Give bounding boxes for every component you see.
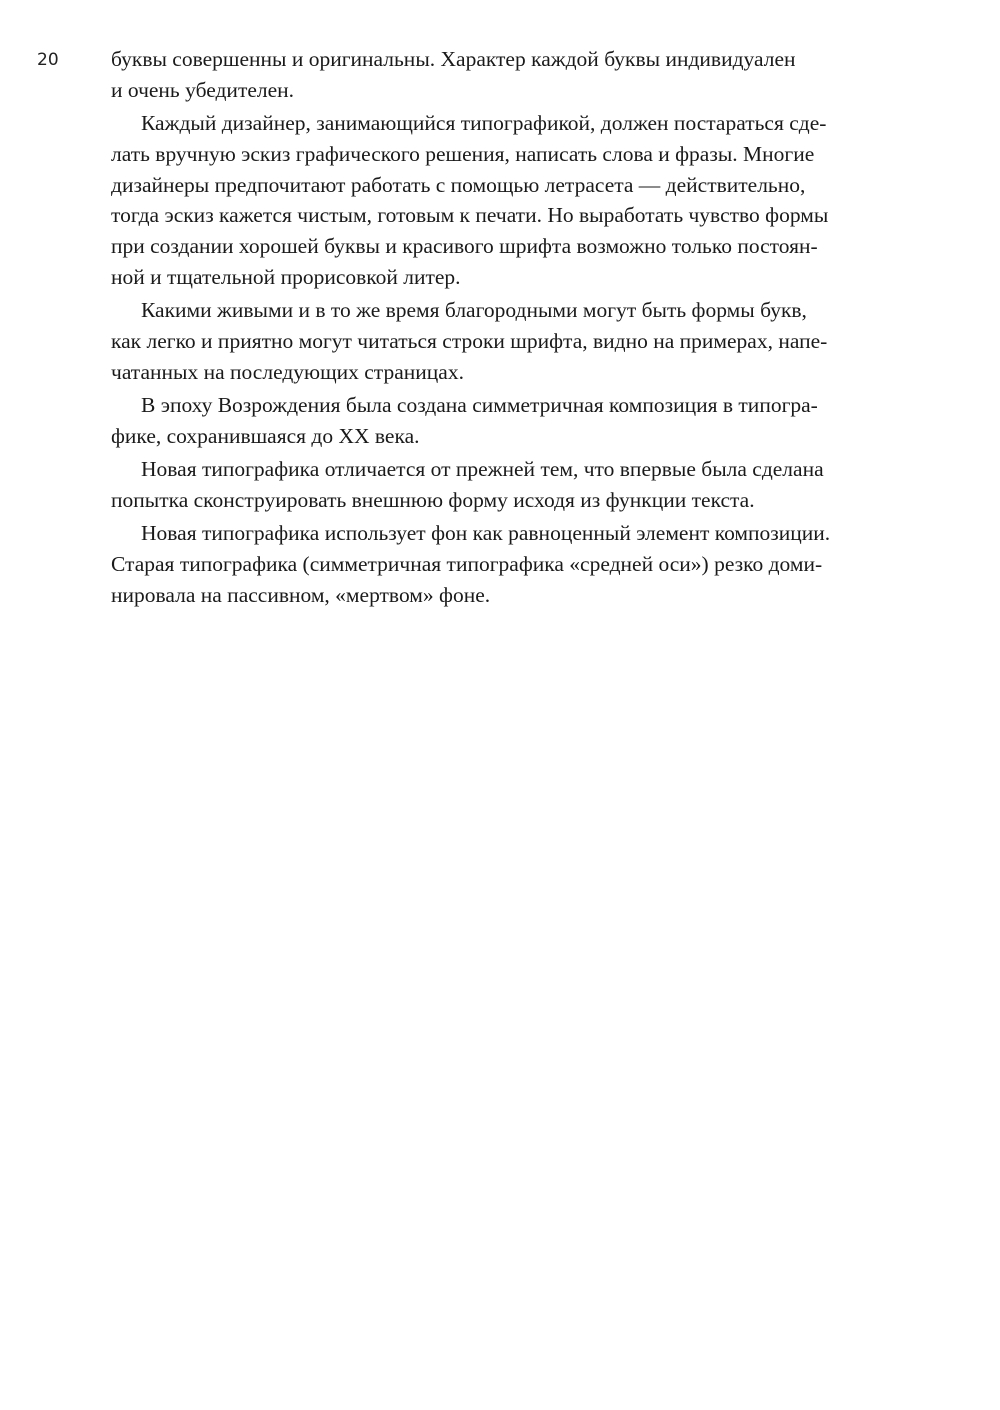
- text-line: Новая типографика использует фон как равноценный элемент композиции.: [141, 521, 831, 546]
- text-line: и очень убедителен.: [111, 77, 295, 102]
- text-line: буквы совершенны и оригинальны. Характер каждой буквы индивидуален: [111, 47, 796, 71]
- text-body: [111, 44, 911, 611]
- text-line: Старая типографика (симметричная типографика «средней оси») резко доми-: [111, 552, 823, 577]
- text-line: Каждый дизайнер, занимающийся типографикой, должен постараться сде-: [141, 111, 827, 136]
- text-line: ной и тщательной прорисовкой литер.: [111, 265, 461, 290]
- text-line: тогда эскиз кажется чистым, готовым к печати. Но выработать чувство формы: [111, 203, 829, 228]
- text-line: при создании хорошей буквы и красивого шрифта возможно только постоян-: [111, 234, 818, 259]
- text-line: нировала на пассивном, «мертвом» фоне.: [111, 583, 491, 608]
- text-line: Какими живыми и в то же время благородными могут быть формы букв,: [141, 298, 807, 323]
- page-number: 20: [37, 50, 59, 70]
- text-line: Новая типографика отличается от прежней тем, что впервые была сделана: [141, 457, 824, 482]
- text-line: В эпоху Возрождения была создана симметричная композиция в типогра-: [141, 393, 818, 418]
- text-line: дизайнеры предпочитают работать с помощью летрасета — действительно,: [111, 172, 806, 197]
- text-line: фике, сохранившаяся до XX века.: [111, 424, 420, 449]
- text-line: лать вручную эскиз графического решения, написать слова и фразы. Многие: [111, 141, 815, 166]
- text-line: попытка сконструировать внешнюю форму исходя из функции текста.: [111, 488, 755, 513]
- text-line: чатанных на последующих страницах.: [111, 359, 464, 384]
- text-line: как легко и приятно могут читаться строки шрифта, видно на примерах, напе-: [111, 329, 828, 354]
